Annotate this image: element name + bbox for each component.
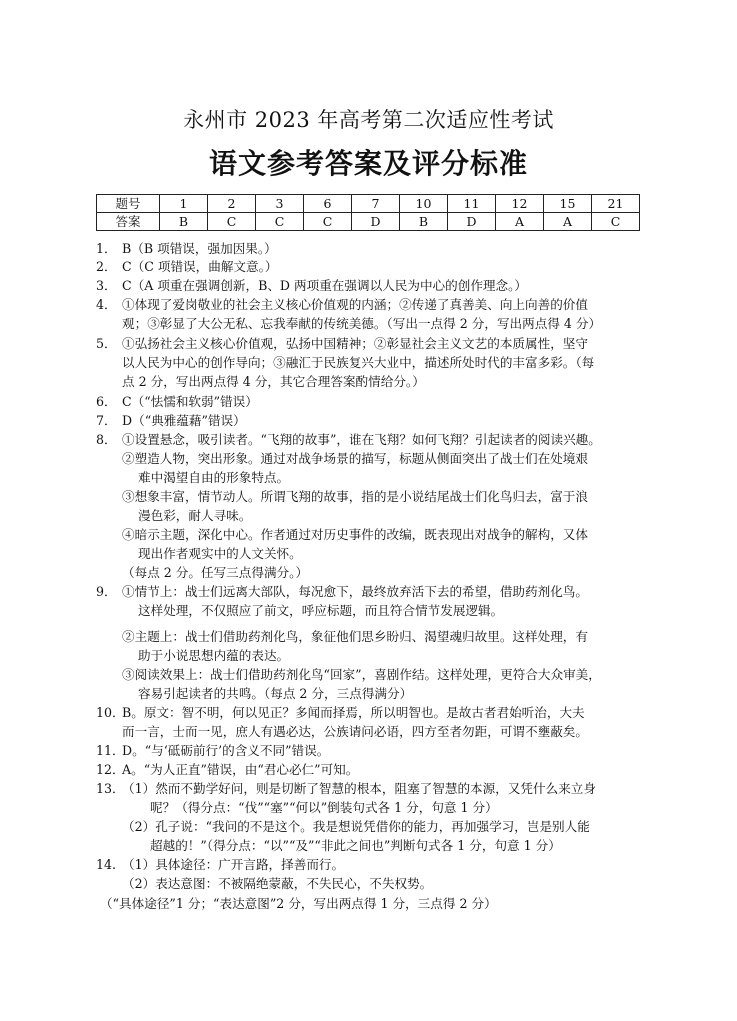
question-number: 6． (96, 394, 117, 409)
question-number: 10． (96, 705, 125, 720)
question-number: 3． (96, 278, 117, 293)
answer-line-text: ①弘扬社会主义核心价值观，弘扬中国精神；②彰显社会主义文艺的本质属性，坚守 (122, 336, 588, 351)
question-number: 5． (96, 336, 117, 351)
question-number: 4． (96, 297, 117, 312)
question-number-cell: 6 (304, 195, 352, 213)
answer-line-text: （每点 2 分。任写三点得满分。） (122, 565, 309, 580)
answer-line-text: 超越的！”（得分点：“以”“及”“非此之间也”判断句式各 1 分，句意 1 分） (150, 838, 561, 853)
question-number-cell: 3 (256, 195, 304, 213)
answer-line-text: B。原文：智不明，何以见正？多闻而择焉，所以明智也。是故古者君始听治，大夫 (122, 705, 585, 720)
question-number-row (97, 195, 640, 213)
answer-line-text: C（A 项重在强调创新，B、D 两项重在强调以人民为中心的创作理念。） (122, 278, 528, 293)
answer-cell: B (160, 213, 208, 231)
answer-line-text: （2）孔子说：“我问的不是这个。我是想说凭借你的能力，再加强学习，岂是别人能 (122, 819, 590, 834)
answer-line-text: 呢？（得分点：“伐”“塞”“何以”倒装句式各 1 分，句意 1 分） (150, 800, 498, 815)
answer-line-text: ①情节上：战士们远离大部队，每况愈下，最终放弃活下去的希望，借助药剂化鸟。 (122, 584, 588, 599)
answer-row (97, 213, 640, 231)
answer-line-text: ②塑造人物，突出形象。通过对战争场景的描写，标题从侧面突出了战士们在处境艰 (122, 451, 588, 466)
answer-line-text: ①体现了爱岗敬业的社会主义核心价值观的内涵；②传递了真善美、向上向善的价值 (122, 297, 588, 312)
answer-line-text: （1）然而不勤学好问，则是切断了智慧的根本，阻塞了智慧的本源，又凭什么来立身 (122, 781, 596, 796)
question-number: 2． (96, 259, 117, 274)
question-number-cell: 11 (448, 195, 496, 213)
answer-cell: B (400, 213, 448, 231)
answer-line-text: （1）具体途径：广开言路，择善而行。 (122, 857, 345, 872)
row-label-answer: 答案 (97, 213, 160, 231)
answer-line-text: 现出作者观实中的人文关怀。 (138, 546, 302, 561)
question-number: 11． (96, 743, 125, 758)
answer-line-text: （2）表达意图：不被隔绝蒙蔽，不失民心，不失权势。 (122, 876, 433, 891)
answer-cell: C (592, 213, 640, 231)
answer-line-text: D。“与‘砥砺前行’的含义不同”错误。 (122, 743, 330, 758)
answer-line-text: 助于小说思想内蕴的表达。 (138, 648, 290, 663)
answer-line-text: C（C 项错误，曲解文意。） (122, 259, 278, 274)
answer-cell: D (352, 213, 400, 231)
answer-line-text: B（B 项错误，强加因果。） (122, 241, 277, 256)
answer-line-text: 以人民为中心的创作导向；③融汇于民族复兴大业中，描述所处时代的丰富多彩。（每 (122, 355, 595, 370)
question-number: 1． (96, 241, 117, 256)
question-number-cell: 21 (592, 195, 640, 213)
question-number: 7． (96, 413, 117, 428)
answer-line-text: ③想象丰富，情节动人。所谓飞翔的故事，指的是小说结尾战士们化鸟归去，富于浪 (122, 489, 588, 504)
question-number: 13． (96, 781, 125, 796)
answer-table (96, 194, 640, 231)
question-number: 12． (96, 762, 125, 777)
document-subtitle: 语文参考答案及评分标准 (208, 147, 528, 180)
answer-line-text: D（“典雅蕴藉”错误） (122, 413, 246, 428)
question-number: 8． (96, 432, 117, 447)
answer-line-text: 而一言，士而一见，庶人有遇必达，公族请问必语，四方至者勿距，可谓不壅蔽矣。 (122, 724, 588, 739)
question-number: 9． (96, 584, 117, 599)
question-number-cell: 1 (160, 195, 208, 213)
row-label-question: 题号 (97, 195, 160, 213)
answer-cell: C (208, 213, 256, 231)
answer-cell: C (256, 213, 304, 231)
question-number-cell: 7 (352, 195, 400, 213)
answer-line-text: 点 2 分，写出两点得 4 分，其它合理答案酌情给分。） (122, 374, 425, 389)
answer-cell: D (448, 213, 496, 231)
answer-line-text: 难中渴望自由的形象特点。 (138, 470, 290, 485)
scoring-note: （“具体途径”1 分；“表达意图”2 分，写出两点得 1 分，三点得 2 分） (100, 896, 497, 911)
answer-cell: A (496, 213, 544, 231)
answer-line-text: ①设置悬念，吸引读者。“飞翔的故事”，谁在飞翔？如何飞翔？引起读者的阅读兴趣。 (122, 432, 601, 447)
answer-line-text: 漫色彩，耐人寻味。 (138, 508, 252, 523)
answer-cell: C (304, 213, 352, 231)
question-number-cell: 10 (400, 195, 448, 213)
question-number-cell: 15 (544, 195, 592, 213)
answer-line-text: 这样处理，不仅照应了前文，呼应标题，而且符合情节发展逻辑。 (138, 603, 504, 618)
answer-line-text: ④暗示主题，深化中心。作者通过对历史事件的改编，既表现出对战争的解构，又体 (122, 527, 588, 542)
question-number-cell: 12 (496, 195, 544, 213)
exam-title: 永州市 2023 年高考第二次适应性考试 (183, 108, 554, 132)
answer-line-text: 容易引起读者的共鸣。（每点 2 分，三点得满分） (138, 686, 413, 701)
answer-line-text: 观；③彰显了大公无私、忘我奉献的传统美德。（写出一点得 2 分，写出两点得 4 分） (122, 316, 602, 331)
question-number-cell: 2 (208, 195, 256, 213)
question-number: 14. (96, 857, 117, 872)
answer-cell: A (544, 213, 592, 231)
answer-line-text: C（“怯懦和软弱”错误） (122, 394, 258, 409)
answer-line-text: ②主题上：战士们借助药剂化鸟，象征他们思乡盼归、渴望魂归故里。这样处理，有 (122, 629, 588, 644)
answer-line-text: A。“为人正直”错误，由“君心必仁”可知。 (122, 762, 359, 777)
answer-line-text: ③阅读效果上：战士们借助药剂化鸟“回家”，喜剧作结。这样处理，更符合大众审美， (122, 667, 601, 682)
